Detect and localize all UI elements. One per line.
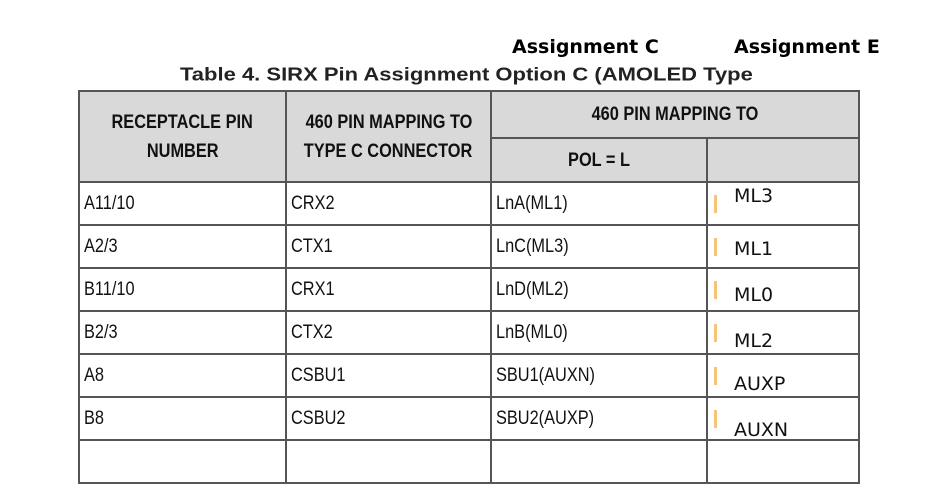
cell-type-c [286, 182, 491, 225]
cell-pol-h [707, 225, 859, 268]
cell-type-c-text: CTX1 [291, 235, 333, 257]
cell-pin-text: B8 [84, 407, 104, 429]
cell-pin [79, 397, 286, 440]
cell-pol-h [707, 182, 859, 225]
assignment-c-heading: Assignment C [512, 36, 659, 58]
cell-pin [79, 440, 286, 483]
cell-pin-text: A2/3 [84, 235, 118, 257]
cell-type-c [286, 311, 491, 354]
cell-pol-l [491, 311, 707, 354]
table-caption-text: Table 4. SIRX Pin Assignment Option C (AMOLED Type [180, 63, 753, 85]
cell-pin-text: A11/10 [84, 192, 135, 214]
cell-pin [79, 311, 286, 354]
cell-pol-l [491, 225, 707, 268]
cell-type-c [286, 225, 491, 268]
assignment-e-value: ML0 [734, 284, 774, 306]
header-pol-l [491, 138, 707, 182]
header-pol-h [707, 138, 859, 182]
assignment-e-value: ML3 [734, 185, 774, 207]
cell-pol-l [491, 268, 707, 311]
cell-pol-l [491, 397, 707, 440]
cell-pol-l [491, 440, 707, 483]
cell-pin-text: A8 [84, 364, 104, 386]
cell-pol-l-text: LnD(ML2) [496, 278, 569, 300]
cell-type-c-text: CSBU2 [291, 407, 346, 429]
assignment-e-value: ML1 [734, 238, 774, 260]
cell-pol-h [707, 268, 859, 311]
cell-type-c [286, 397, 491, 440]
cell-type-c-text: CSBU1 [291, 364, 346, 386]
cell-pol-l-text: LnB(ML0) [496, 321, 568, 343]
assignment-e-value: ML2 [734, 330, 774, 352]
cell-type-c-text: CRX1 [291, 278, 335, 300]
table-caption-cutoff [180, 58, 753, 85]
cell-pin-text: B2/3 [84, 321, 118, 343]
cell-pin-text: B11/10 [84, 278, 135, 300]
header-mapping-to [491, 91, 859, 138]
cell-pol-l [491, 354, 707, 397]
cell-type-c [286, 354, 491, 397]
cell-type-c-text: CTX2 [291, 321, 333, 343]
cell-pol-l [491, 182, 707, 225]
assignment-e-value: AUXN [734, 419, 789, 441]
cell-pin [79, 182, 286, 225]
cell-pol-l-text: LnC(ML3) [496, 235, 569, 257]
header-receptacle-pin-line2: NUMBER [146, 140, 219, 162]
header-mapping-type-c-line2: TYPE C CONNECTOR [304, 140, 473, 162]
cell-type-c [286, 268, 491, 311]
header-pol-l-text: POL = L [568, 149, 630, 171]
cell-pin [79, 354, 286, 397]
cell-pin [79, 268, 286, 311]
cell-type-c-text: CRX2 [291, 192, 335, 214]
assignment-e-value: AUXP [734, 373, 786, 395]
cell-pol-l-text: SBU2(AUXP) [496, 407, 595, 429]
cell-pol-h [707, 440, 859, 483]
cell-type-c [286, 440, 491, 483]
pin-table-crop [78, 90, 759, 474]
assignment-e-heading: Assignment E [734, 36, 880, 58]
table-row [79, 440, 859, 483]
cell-pol-l-text: LnA(ML1) [496, 192, 568, 214]
header-receptacle-pin [79, 91, 286, 182]
header-mapping-type-c [286, 91, 491, 182]
header-mapping-type-c-line1: 460 PIN MAPPING TO [305, 111, 472, 133]
header-receptacle-pin-line1: RECEPTACLE PIN [111, 111, 254, 133]
cell-pin [79, 225, 286, 268]
cell-pol-h [707, 311, 859, 354]
header-mapping-to-text: 460 PIN MAPPING TO [591, 104, 759, 125]
cell-pol-l-text: SBU1(AUXN) [496, 364, 595, 386]
